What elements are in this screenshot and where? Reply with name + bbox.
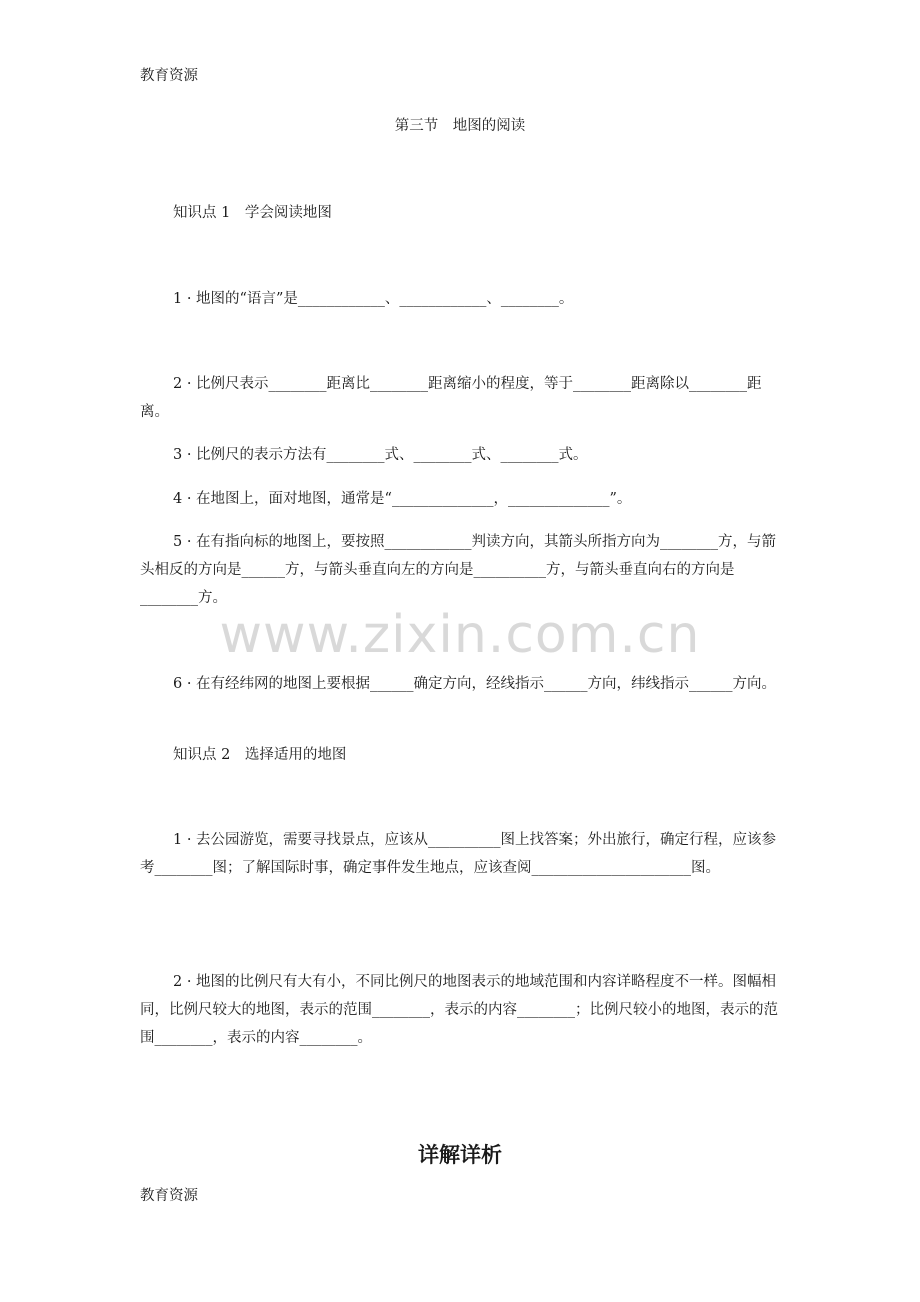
section-heading-1: 知识点 1 学会阅读地图	[173, 205, 332, 221]
question-1-1: 1 · 地图的“语言”是____________、____________、________。	[173, 291, 574, 307]
page-title: 第三节 地图的阅读	[394, 118, 526, 134]
question-1-5: 5 · 在有指向标的地图上，要按照____________判读方向，其箭头所指方向为________方，与箭头相反的方向是______方，与箭头垂直向左的方向是__________方，与箭头垂直向右的方向是________方。	[140, 534, 777, 606]
question-2-2: 2 · 地图的比例尺有大有小，不同比例尺的地图表示的地域范围和内容详略程度不一样。图幅相同，比例尺较大的地图，表示的范围________，表示的内容________；比例尺较小的地图，表示的范围________，表示的内容________。	[140, 974, 778, 1046]
page-header: 教育资源	[140, 68, 198, 84]
watermark: www.zixin.com.cn	[219, 605, 701, 665]
section-heading-2: 知识点 2 选择适用的地图	[173, 747, 347, 763]
question-1-3: 3 · 比例尺的表示方法有________式、________式、________式。	[173, 447, 588, 463]
question-2-1: 1 · 去公园游览，需要寻找景点，应该从__________图上找答案；外出旅行，确定行程，应该参考________图；了解国际时事，确定事件发生地点，应该查阅______________________图。	[140, 832, 777, 876]
question-1-6: 6 · 在有经纬网的地图上要根据______确定方向，经线指示______方向，纬线指示______方向。	[173, 676, 777, 692]
page-footer: 教育资源	[140, 1188, 198, 1204]
answers-title: 详解详析	[418, 1143, 502, 1167]
question-1-2: 2 · 比例尺表示________距离比________距离缩小的程度，等于________距离除以________距离。	[140, 376, 762, 420]
question-1-4: 4 · 在地图上，面对地图，通常是“______________，______________”。	[173, 491, 632, 507]
